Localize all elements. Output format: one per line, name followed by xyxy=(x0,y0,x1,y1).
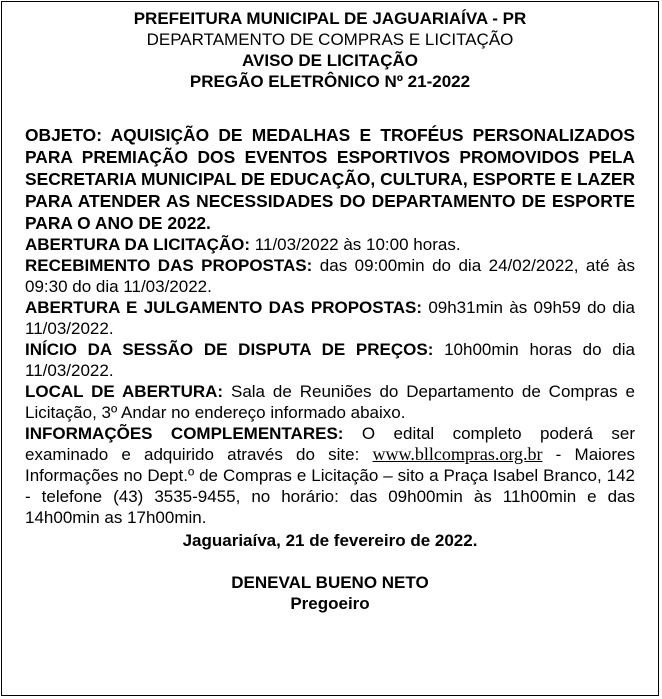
notice-frame xyxy=(1,1,659,696)
header-notice-type: AVISO DE LICITAÇÃO xyxy=(242,51,418,70)
local-label: LOCAL DE ABERTURA: xyxy=(25,382,224,401)
signer-name: DENEVAL BUENO NETO xyxy=(231,573,429,592)
recebimento-label: RECEBIMENTO DAS PROPOSTAS: xyxy=(25,256,313,275)
notice-header xyxy=(2,8,658,92)
local-paragraph xyxy=(25,381,635,423)
signer-role: Pregoeiro xyxy=(290,594,370,613)
recebimento-value: das 09:00min do dia 24/02/2022, até às 09:30 do dia 11/03/2022. xyxy=(25,256,635,296)
julgamento-value: 09h31min às 09h59 do dia 11/03/2022. xyxy=(25,298,635,338)
abertura-label: ABERTURA DA LICITAÇÃO: xyxy=(25,235,251,254)
objeto-paragraph: OBJETO: AQUISIÇÃO DE MEDALHAS E TROFÉUS PERSONALIZADOS PARA PREMIAÇÃO DOS EVENTOS ESPORTIVOS PROMOVIDOS PELA SECRETARIA MUNICIPAL DE EDUCAÇÃO, CULTURA, ESPORTE E LAZER PARA ATENDER AS NECESSIDADES DO DEPARTAMENTO DE ESPORTE PARA O ANO DE 2022. xyxy=(25,125,635,233)
place-date: Jaguariaíva, 21 de fevereiro de 2022. xyxy=(182,531,478,550)
local-value: Sala de Reuniões do Departamento de Compras e Licitação, 3º Andar no endereço informado abaixo. xyxy=(25,382,635,422)
info-value-after: - Maiores Informações no Dept.º de Compras e Licitação – sito a Praça Isabel Branco, 142 - telefone (43) 3535-9455, no horário: das 09h00min às 11h00min e das 14h00min as 17h00min. xyxy=(25,445,635,527)
disputa-value: 10h00min horas do dia 11/03/2022. xyxy=(25,340,635,380)
recebimento-paragraph xyxy=(25,255,635,297)
header-title: PREFEITURA MUNICIPAL DE JAGUARIAÍVA - PR xyxy=(133,9,527,28)
abertura-value: 11/03/2022 às 10:00 horas. xyxy=(250,235,461,254)
info-value-before: O edital completo poderá ser examinado e adquirido através do site: xyxy=(25,424,635,464)
website-link[interactable]: www.bllcompras.org.br xyxy=(372,444,543,464)
julgamento-label: ABERTURA E JULGAMENTO DAS PROPOSTAS: xyxy=(25,298,423,317)
disputa-paragraph xyxy=(25,339,635,381)
julgamento-paragraph xyxy=(25,297,635,339)
header-department: DEPARTAMENTO DE COMPRAS E LICITAÇÃO xyxy=(146,30,514,49)
abertura-paragraph xyxy=(25,234,635,255)
info-paragraph xyxy=(25,423,635,528)
header-process-number: PREGÃO ELETRÔNICO Nº 21-2022 xyxy=(189,72,471,91)
notice-body xyxy=(25,124,635,614)
disputa-label: INÍCIO DA SESSÃO DE DISPUTA DE PREÇOS: xyxy=(25,340,434,359)
info-label: INFORMAÇÕES COMPLEMENTARES: xyxy=(25,424,344,443)
